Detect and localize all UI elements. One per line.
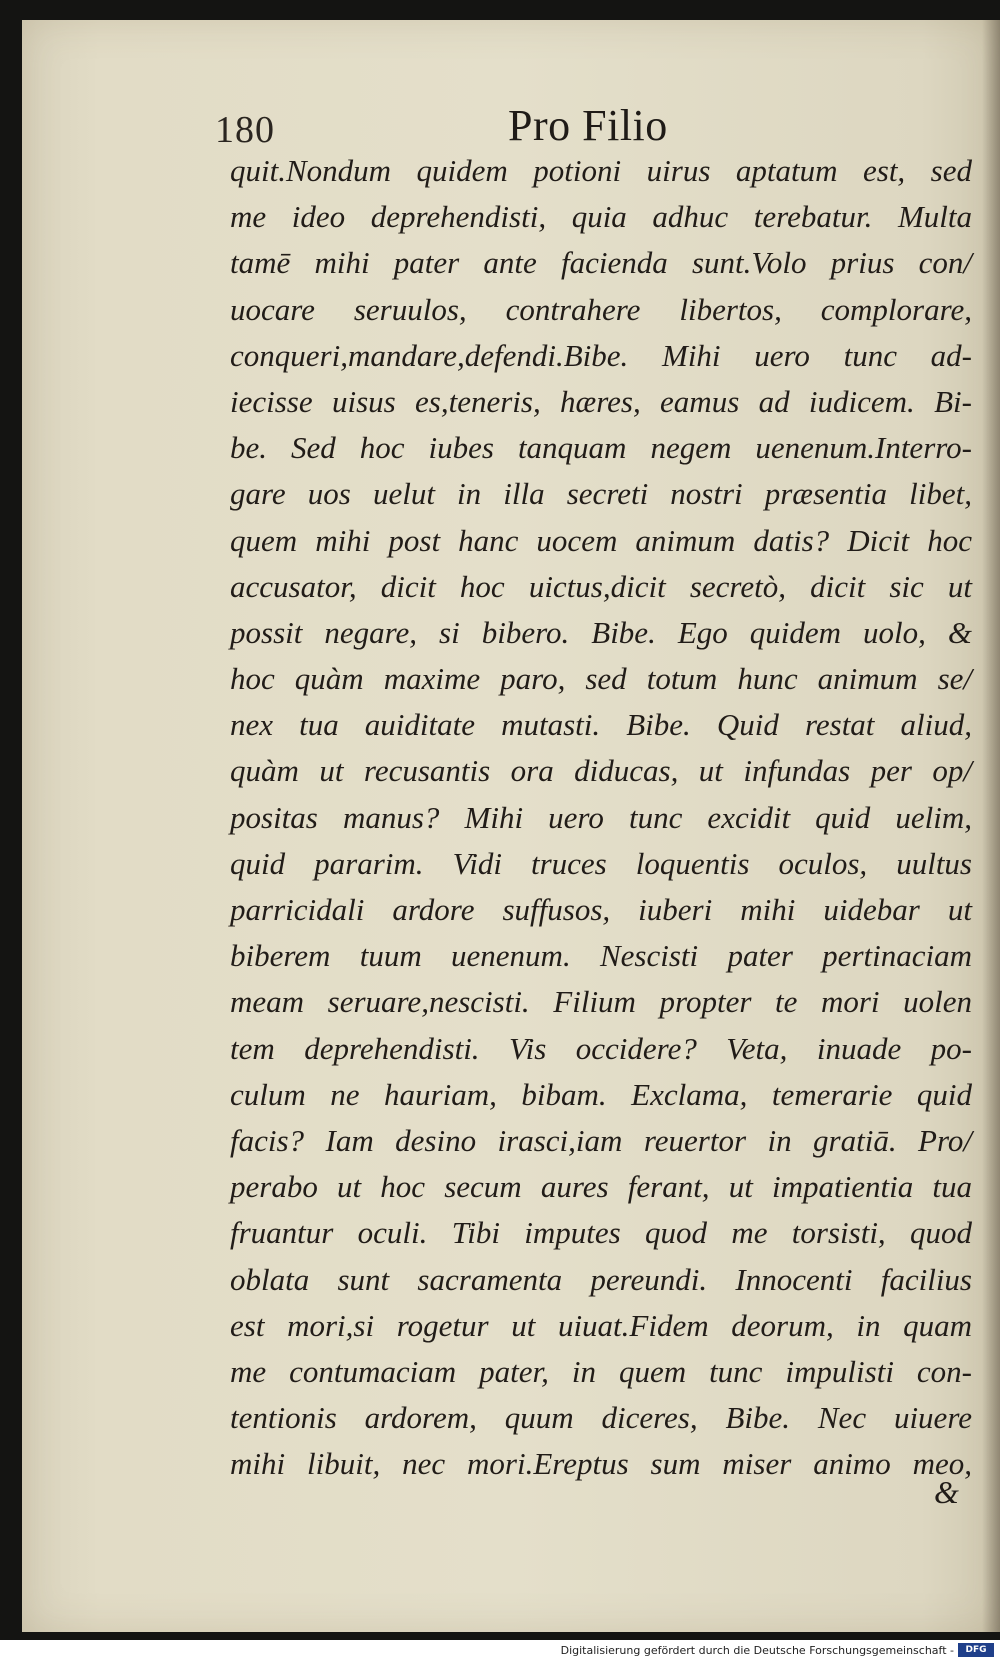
- text-line: possit negare, si bibero. Bibe. Ego quidem uolo, &: [230, 614, 972, 650]
- text-line: tem deprehendisti. Vis occidere? Veta, inuade po-: [230, 1030, 972, 1066]
- digitization-footer: [0, 1640, 1000, 1662]
- text-line: me ideo deprehendisti, quia adhuc terebatur. Multa: [230, 199, 972, 235]
- text-line: oblata sunt sacramenta pereundi. Innocenti facilius: [230, 1261, 972, 1297]
- text-block: [230, 148, 972, 1487]
- text-line: iecisse uisus es,teneris, hæres, eamus ad iudicem. Bi-: [230, 383, 972, 419]
- text-line: gare uos uelut in illa secreti nostri præsentia libet,: [230, 476, 972, 512]
- text-line: quit.Nondum quidem potioni uirus aptatum est, sed: [230, 153, 972, 188]
- page-number: 180: [215, 109, 275, 151]
- text-line: quem mihi post hanc uocem animum datis? Dicit hoc: [230, 522, 972, 558]
- text-line: me contumaciam pater, in quem tunc impulisti con-: [230, 1353, 972, 1389]
- text-line: fruantur oculi. Tibi imputes quod me torsisti, quod: [230, 1215, 972, 1251]
- catchword: &: [934, 1474, 959, 1510]
- text-line: nex tua auiditate mutasti. Bibe. Quid restat aliud,: [230, 707, 972, 743]
- text-line: positas manus? Mihi uero tunc excidit quid uelim,: [230, 799, 972, 835]
- footer-credit: Digitalisierung gefördert durch die Deutsche Forschungsgemeinschaft -: [560, 1644, 954, 1657]
- text-line: parricidali ardore suffusos, iuberi mihi uidebar ut: [230, 892, 972, 927]
- text-line: accusator, dicit hoc uictus,dicit secretò, dicit sic ut: [230, 568, 972, 604]
- text-line: conqueri,mandare,defendi.Bibe. Mihi uero tunc ad-: [230, 337, 972, 373]
- text-line: meam seruare,nescisti. Filium propter te mori uolen: [230, 984, 972, 1020]
- dfg-logo-icon[interactable]: DFG: [958, 1643, 994, 1657]
- text-line: quàm ut recusantis ora diducas, ut infundas per op/: [230, 753, 972, 789]
- text-line: facis? Iam desino irasci,iam reuertor in gratiā. Pro/: [230, 1122, 972, 1158]
- text-line: mihi libuit, nec mori.Ereptus sum miser animo meo,: [230, 1446, 972, 1482]
- text-line: perabo ut hoc secum aures ferant, ut impatientia tua: [230, 1169, 972, 1205]
- text-line: uocare seruulos, contrahere libertos, complorare,: [230, 291, 972, 327]
- text-line: culum ne hauriam, bibam. Exclama, temerarie quid: [230, 1076, 972, 1112]
- text-line: be. Sed hoc iubes tanquam negem uenenum.Interro-: [230, 430, 972, 466]
- text-line: est mori,si rogetur ut uiuat.Fidem deorum, in quam: [230, 1307, 972, 1343]
- text-line: biberem tuum uenenum. Nescisti pater pertinaciam: [230, 938, 972, 974]
- text-line: quid pararim. Vidi truces loquentis oculos, uultus: [230, 845, 972, 881]
- text-line: hoc quàm maxime paro, sed totum hunc animum se/: [230, 661, 972, 697]
- running-head: Pro Filio: [508, 101, 668, 150]
- text-line: tamē mihi pater ante facienda sunt.Volo prius con/: [230, 245, 972, 281]
- text-line: tentionis ardorem, quum diceres, Bibe. Nec uiuere: [230, 1400, 972, 1436]
